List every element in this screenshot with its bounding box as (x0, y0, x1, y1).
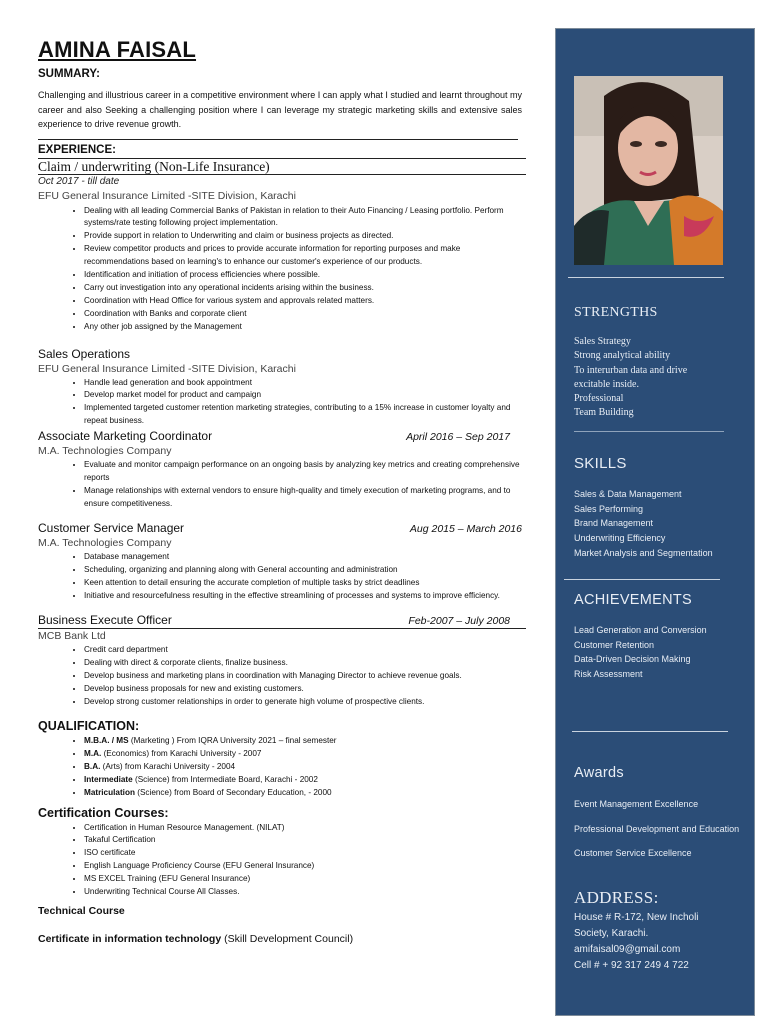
list-item: • Database management (84, 551, 526, 564)
strengths-list (574, 335, 687, 421)
list-item: • Scheduling, organizing and planning along with General accounting and administration (84, 564, 526, 577)
resume-sidebar (555, 28, 755, 1016)
list-item: • Initiative and resourcefulness resulting in the effective streamlining of processes and systems to improve efficiency. (84, 590, 526, 603)
list-item: • Identification and initiation of process efficiencies where possible. (84, 269, 526, 282)
job-company: M.A. Technologies Company (38, 445, 172, 458)
list-item: • Provide support in relation to Underwriting and claim or business projects as directed. (84, 230, 526, 243)
list-item: • ISO certificate (84, 847, 526, 860)
list-item: Customer Retention (574, 639, 655, 650)
list-item: Market Analysis and Segmentation (574, 547, 713, 558)
job-title: Business Execute Officer (38, 613, 172, 628)
degree-detail: (Marketing ) From IQRA University 2021 – final semester (128, 735, 337, 745)
list-item: Sales Performing (574, 503, 644, 514)
list-item: Brand Management (574, 518, 654, 529)
sidebar-divider (572, 731, 728, 732)
list-item: • Develop business proposals for new and existing customers. (84, 683, 526, 696)
list-item: • Implemented targeted customer retention marketing strategies, contributing to a 15% increase in customer loyalty and repeat business. (84, 402, 526, 428)
list-item: Lead Generation and Conversion (574, 625, 707, 635)
job-title: Associate Marketing Coordinator (38, 429, 213, 444)
job-company: MCB Bank Ltd (38, 630, 106, 643)
job-title: Customer Service Manager (38, 520, 185, 535)
profile-photo-illustration (574, 76, 723, 265)
list-item (84, 735, 526, 748)
job-title: Sales Operations (38, 346, 131, 361)
degree-name: M.B.A. / MS (84, 735, 129, 745)
job-bullets (38, 644, 526, 709)
job-header (38, 428, 526, 444)
experience-heading: EXPERIENCE: (38, 143, 116, 156)
achievements-list (574, 623, 707, 682)
technical-course-heading: Technical Course (38, 904, 125, 917)
job-date: Aug 2015 – March 2016 (409, 522, 522, 535)
list-item: • Carry out investigation into any operational incidents arising within the business. (84, 282, 526, 295)
certification-list (38, 822, 526, 899)
list-item: Data-Driven Decision Making (574, 654, 691, 665)
degree-name: B.A. (84, 761, 101, 771)
degree-detail: (Science) from Intermediate Board, Karachi - 2002 (132, 774, 318, 784)
list-item (84, 774, 526, 787)
job-header (38, 612, 526, 628)
list-item: • Dealing with all leading Commercial Banks of Pakistan in relation to their Auto Financing / Leasing portfolio. Perform systems/rate testing following project implementation. (84, 205, 526, 231)
list-item: • Develop strong customer relationships in order to generate high volume of prospective clients. (84, 696, 526, 709)
address-block (574, 910, 699, 974)
job-company: EFU General Insurance Limited -SITE Division, Karachi (38, 189, 296, 202)
address-line: House # R-172, New Incholi (574, 912, 699, 923)
list-item: Team Building (574, 407, 634, 419)
list-item (84, 761, 526, 774)
list-item: Professional (574, 393, 624, 405)
list-item: Sales & Data Management (574, 489, 682, 499)
list-item: • English Language Proficiency Course (EFU General Insurance) (84, 860, 526, 873)
job-bullets (38, 205, 526, 334)
list-item: Event Management Excellence (574, 799, 699, 809)
awards-list (574, 797, 744, 861)
job-date: April 2016 – Sep 2017 (406, 431, 510, 444)
list-item: • Handle lead generation and book appointment (84, 377, 526, 390)
summary-text: Challenging and illustrious career in a competitive environment where I can apply what I studied and learnt throughout my career and also Seeking a challenging position where I can leverage my strategic marketing skills and extensive sales experience to drive revenue growth. (38, 90, 522, 129)
awards-heading: Awards (574, 765, 624, 781)
list-item: • Any other job assigned by the Management (84, 321, 526, 334)
list-item: • MS EXCEL Training (EFU General Insurance) (84, 873, 526, 886)
list-item: • Evaluate and monitor campaign performance on an ongoing basis by analyzing key metrics and creating comprehensive reports (84, 459, 526, 485)
job-date: Oct 2017 - till date (38, 175, 120, 187)
list-item: • Takaful Certification (84, 834, 526, 847)
degree-name: M.A. (84, 748, 102, 758)
list-item: Strong analytical ability (574, 350, 671, 362)
job-date: Feb-2007 – July 2008 (408, 615, 510, 628)
list-item: • Coordination with Head Office for various system and approvals related matters. (84, 295, 526, 308)
resume-main (38, 36, 526, 946)
summary-heading: SUMMARY: (38, 68, 100, 80)
list-item (84, 748, 526, 761)
strengths-heading: STRENGTHS (574, 305, 658, 320)
job-header (38, 520, 526, 536)
list-item: Risk Assessment (574, 669, 643, 680)
address-heading: ADDRESS: (574, 888, 659, 907)
qualification-list (38, 735, 526, 800)
list-item: Customer Service Excellence (574, 848, 692, 859)
certification-heading: Certification Courses: (38, 805, 169, 820)
certificate-issuer: (Skill Development Council) (221, 932, 354, 945)
degree-detail: (Economics) from Karachi University - 2007 (101, 748, 262, 758)
list-item: Professional Development and Education (574, 823, 740, 834)
skills-list (574, 487, 713, 561)
achievements-heading: ACHIEVEMENTS (574, 592, 693, 608)
job-bullets (38, 551, 526, 603)
list-item: • Develop business and marketing plans in coordination with Managing Director to achieve revenue goals. (84, 670, 526, 683)
sidebar-divider (564, 579, 720, 580)
list-item: • Certification in Human Resource Management. (NILAT) (84, 822, 526, 835)
certificate-name: Certificate in information technology (38, 932, 222, 945)
degree-detail: (Arts) from Karachi University - 2004 (100, 761, 236, 771)
email-text: amifaisal09@gmail.com (574, 944, 681, 955)
candidate-name: AMINA FAISAL (38, 37, 197, 62)
job-bullets (38, 459, 526, 511)
list-item: • Develop market model for product and campaign (84, 389, 526, 402)
sidebar-divider (574, 431, 724, 432)
qualification-heading: QUALIFICATION: (38, 718, 140, 733)
section-divider (38, 139, 518, 140)
list-item: excitable inside. (574, 378, 639, 390)
degree-name: Intermediate (84, 774, 133, 784)
list-item: To interurban data and drive (574, 364, 688, 376)
sidebar-divider (568, 277, 724, 278)
degree-detail: (Science) from Board of Secondary Education, - 2000 (134, 787, 332, 797)
address-line: Society, Karachi. (574, 928, 649, 939)
list-item: • Keen attention to detail ensuring the accurate completion of multiple tasks by strict deadlines (84, 577, 526, 590)
list-item: • Coordination with Banks and corporate client (84, 308, 526, 321)
list-item: • Credit card department (84, 644, 526, 657)
job-bullets (38, 377, 526, 429)
list-item (84, 787, 526, 800)
list-item: Sales Strategy (574, 336, 631, 347)
phone-text: Cell # + 92 317 249 4 722 (574, 960, 689, 971)
job-company: EFU General Insurance Limited -SITE Division, Karachi (38, 362, 296, 375)
job-title: Claim / underwriting (Non-Life Insurance) (38, 158, 270, 174)
job-company: M.A. Technologies Company (38, 536, 172, 549)
list-item: Underwriting Efficiency (574, 533, 666, 544)
list-item: • Review competitor products and prices to provide accurate information for reporting purposes and make recommendations based on learning's to enhance our customer's experience of our products. (84, 243, 526, 269)
degree-name: Matriculation (84, 787, 135, 797)
technical-certificate (38, 932, 526, 946)
list-item: • Manage relationships with external vendors to ensure high-quality and timely execution of marketing programs, and to ensure competitiveness. (84, 485, 526, 511)
list-item: • Underwriting Technical Course All Classes. (84, 886, 526, 899)
profile-photo (574, 76, 723, 265)
skills-heading: SKILLS (574, 455, 627, 472)
list-item: • Dealing with direct & corporate clients, finalize business. (84, 657, 526, 670)
